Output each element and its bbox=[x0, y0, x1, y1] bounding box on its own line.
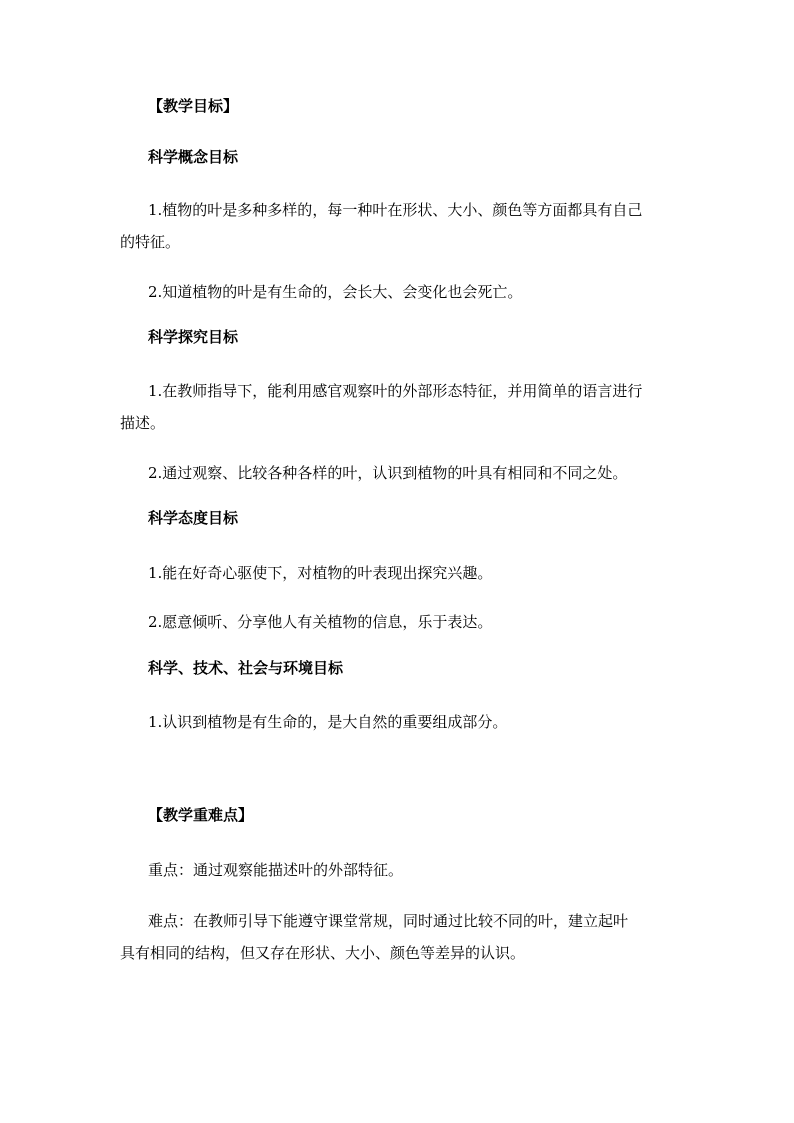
difficult-point-line-1: 难点：在教师引导下能遵守课堂常规，同时通过比较不同的叶，建立起叶 bbox=[148, 912, 629, 930]
inquiry-item-2: 2.通过观察、比较各种各样的叶，认识到植物的叶具有相同和不同之处。 bbox=[148, 464, 628, 482]
concept-item-1-line-2: 的特征。 bbox=[120, 233, 181, 251]
attitude-heading: 科学态度目标 bbox=[148, 509, 239, 527]
stse-item-1: 1.认识到植物是有生命的，是大自然的重要组成部分。 bbox=[148, 713, 508, 731]
objectives-heading: 【教学目标】 bbox=[148, 97, 239, 115]
stse-heading: 科学、技术、社会与环境目标 bbox=[148, 659, 344, 677]
concept-heading: 科学概念目标 bbox=[148, 148, 239, 166]
concept-item-1-line-1: 1.植物的叶是多种多样的，每一种叶在形状、大小、颜色等方面都具有自己 bbox=[148, 201, 643, 219]
concept-item-2: 2.知道植物的叶是有生命的，会长大、会变化也会死亡。 bbox=[148, 283, 523, 301]
inquiry-item-1-line-2: 描述。 bbox=[120, 414, 166, 432]
difficult-point-line-2: 具有相同的结构，但又存在形状、大小、颜色等差异的认识。 bbox=[120, 944, 526, 962]
attitude-item-2: 2.愿意倾听、分享他人有关植物的信息，乐于表达。 bbox=[148, 613, 493, 631]
keypoints-heading: 【教学重难点】 bbox=[148, 806, 254, 824]
key-point: 重点：通过观察能描述叶的外部特征。 bbox=[148, 861, 404, 879]
attitude-item-1: 1.能在好奇心驱使下，对植物的叶表现出探究兴趣。 bbox=[148, 564, 493, 582]
inquiry-heading: 科学探究目标 bbox=[148, 328, 239, 346]
inquiry-item-1-line-1: 1.在教师指导下，能利用感官观察叶的外部形态特征，并用简单的语言进行 bbox=[148, 382, 643, 400]
